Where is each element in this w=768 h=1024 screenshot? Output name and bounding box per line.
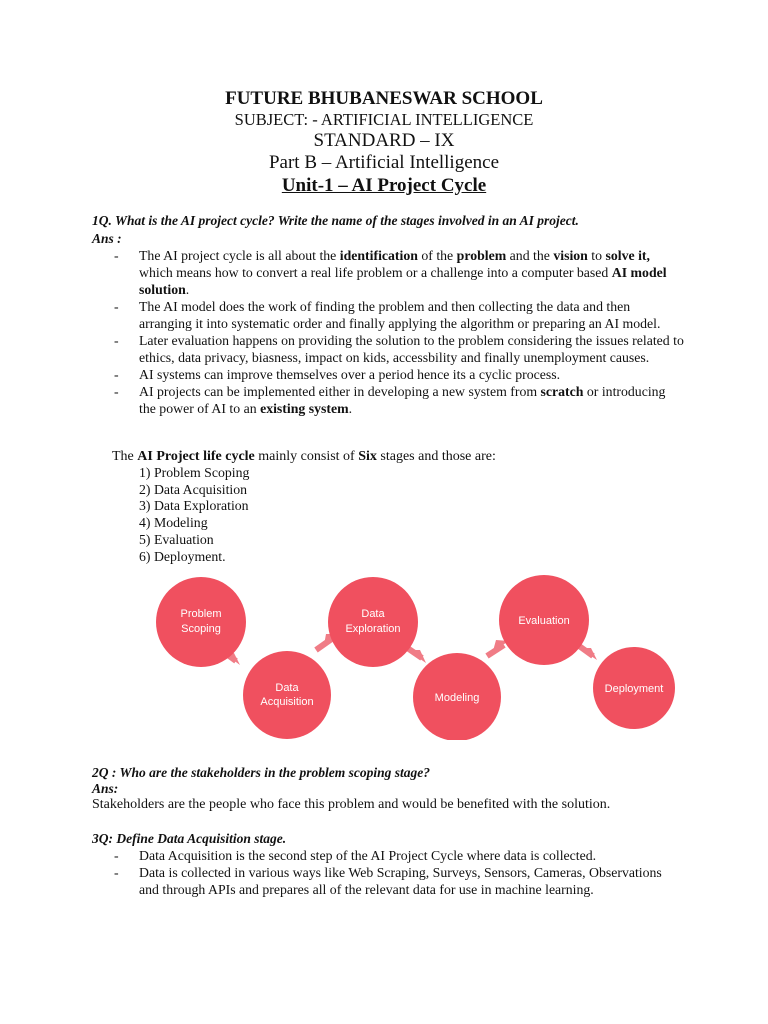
node-label: Problem bbox=[180, 608, 222, 620]
node-data-exploration bbox=[328, 577, 418, 667]
stage-item: 2) Data Acquisition bbox=[139, 481, 248, 497]
bullet-text bbox=[139, 299, 660, 331]
stages-summary bbox=[112, 448, 496, 465]
school-name: FUTURE BHUBANESWAR SCHOOL bbox=[225, 88, 543, 109]
unit-title: Unit-1 – AI Project Cycle bbox=[281, 175, 487, 196]
stage-item: 5) Evaluation bbox=[139, 531, 214, 547]
bullet-text bbox=[139, 384, 665, 416]
text-run: identification bbox=[339, 248, 418, 263]
list-item: - AI projects can be implemented either in developing a new system from scratch or introducing the power of AI to an existing system. bbox=[114, 384, 666, 417]
text-run: The bbox=[112, 449, 138, 464]
bullet-text: Data is collected in various ways like Web Scraping, Surveys, Sensors, Cameras, Observations and through APIs and prepares all of the relevant data for use in machine learning. bbox=[139, 865, 662, 898]
node-label: Data bbox=[275, 682, 299, 694]
text-run: AI Project life cycle bbox=[137, 449, 255, 464]
text-run: and the bbox=[506, 248, 554, 263]
text-run: of the bbox=[417, 248, 457, 263]
node-label: Exploration bbox=[345, 623, 401, 635]
stage-item: 4) Modeling bbox=[139, 515, 208, 531]
answer-1-label: Ans : bbox=[92, 231, 122, 246]
node-modeling bbox=[413, 653, 501, 740]
text-run: The AI project cycle is all about the bbox=[139, 248, 340, 263]
text-run: Six bbox=[358, 449, 377, 464]
answer-1-bullets bbox=[114, 248, 684, 418]
part-line: Part B – Artificial Intelligence bbox=[268, 152, 500, 173]
text-run: existing system bbox=[260, 401, 349, 417]
bullet-text bbox=[139, 248, 667, 297]
text-run: scratch bbox=[540, 384, 584, 400]
node-label: Deployment bbox=[604, 683, 664, 695]
bullet-text: Data Acquisition is the second step of the AI Project Cycle where data is collected. bbox=[139, 848, 597, 863]
text-run: or introducing the power of AI to an bbox=[139, 384, 666, 417]
bullet-text bbox=[139, 333, 684, 365]
node-label: Evaluation bbox=[518, 615, 570, 627]
question-1: 1Q. What is the AI project cycle? Write the name of the stages involved in an AI project. bbox=[92, 213, 579, 228]
text-run: Later evaluation happens on providing the solution to the problem considering the issues related to ethics, data privacy, biasness, impact on kids, accessbility and finally unemployment causes. bbox=[139, 332, 684, 365]
answer-3-bullets bbox=[114, 848, 684, 899]
node-label: Scoping bbox=[181, 623, 221, 635]
ai-project-cycle-diagram bbox=[0, 570, 768, 740]
text-run: mainly consist of bbox=[254, 449, 359, 464]
list-item: - AI systems can improve themselves over a period hence its a cyclic process. bbox=[114, 367, 561, 383]
text-run: vision bbox=[553, 248, 588, 263]
text-run: AI model solution bbox=[139, 264, 667, 297]
node-problem-scoping bbox=[156, 577, 246, 667]
stage-item: 3) Data Exploration bbox=[139, 498, 249, 514]
text-run: AI systems can improve themselves over a period hence its a cyclic process. bbox=[139, 367, 561, 383]
list-item: - Data is collected in various ways like Web Scraping, Surveys, Sensors, Cameras, Observations and through APIs and prepares all of the relevant data for use in machine learning. bbox=[114, 865, 662, 898]
text-run: . bbox=[348, 401, 353, 417]
bullet-text bbox=[139, 367, 560, 382]
list-item: - Data Acquisition is the second step of the AI Project Cycle where data is collected. bbox=[114, 848, 597, 863]
text-run: The AI model does the work of finding the problem and then collecting the data and then arranging it into systematic order and finally applying the algorithm or preparing an AI model. bbox=[139, 298, 661, 331]
list-item: - The AI model does the work of finding the problem and then collecting the data and then arranging it into systematic order and finally applying the algorithm or preparing an AI model. bbox=[114, 298, 661, 331]
stages-list bbox=[139, 465, 249, 565]
subject-line: SUBJECT: - ARTIFICIAL INTELLIGENCE bbox=[234, 110, 534, 129]
node-label: Modeling bbox=[434, 692, 480, 704]
text-run: problem bbox=[456, 248, 507, 263]
text-run: which means how to convert a real life problem or a challenge into a computer based bbox=[139, 264, 612, 280]
question-2: 2Q : Who are the stakeholders in the problem scoping stage? bbox=[92, 765, 431, 780]
node-evaluation bbox=[499, 575, 589, 665]
text-run: . bbox=[185, 281, 190, 297]
node-deployment bbox=[593, 647, 675, 729]
stage-item: 1) Problem Scoping bbox=[139, 465, 250, 480]
stage-item: 6) Deployment. bbox=[139, 548, 226, 564]
answer-2-label: Ans: bbox=[92, 781, 119, 796]
node-data-acquisition bbox=[243, 651, 331, 739]
node-label: Acquisition bbox=[260, 696, 314, 708]
text-run: solve it, bbox=[605, 248, 650, 263]
node-label: Data bbox=[361, 608, 385, 620]
list-item: - Later evaluation happens on providing the solution to the problem considering the issues related to ethics, data privacy, biasness, impact on kids, accessbility and finally unemployment causes. bbox=[114, 332, 684, 365]
text-run: to bbox=[587, 248, 606, 263]
standard-line: STANDARD – IX bbox=[313, 130, 455, 151]
text-run: AI projects can be implemented either in developing a new system from bbox=[139, 384, 541, 400]
list-item: - The AI project cycle is all about the identification of the problem and the vision to solve it, which means how to convert a real life problem or a challenge into a computer based AI model solution. bbox=[114, 248, 667, 297]
answer-2-text: Stakeholders are the people who face this problem and would be benefited with the solution. bbox=[92, 797, 611, 812]
text-run: stages and those are: bbox=[376, 449, 496, 464]
question-3: 3Q: Define Data Acquisition stage. bbox=[92, 831, 287, 846]
